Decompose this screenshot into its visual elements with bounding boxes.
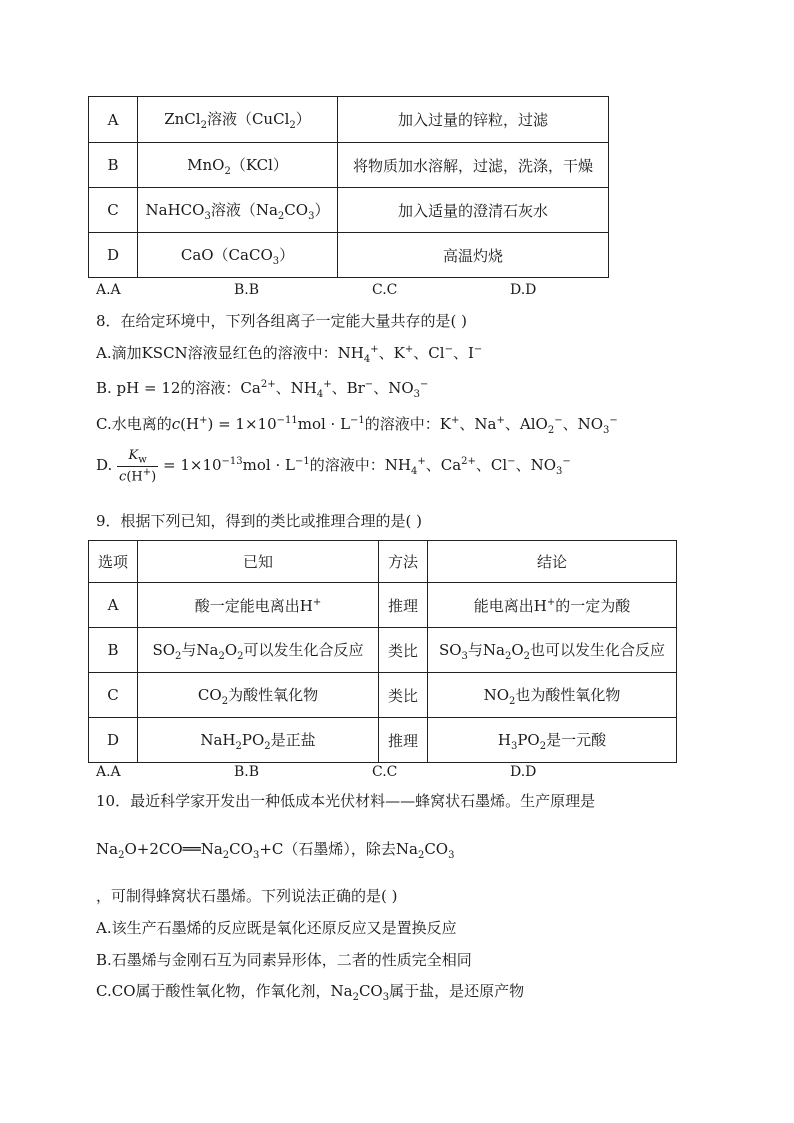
option-cell: A <box>89 583 138 628</box>
method-cell: 推理 <box>379 718 428 763</box>
table-row <box>89 233 609 278</box>
choice-b[interactable]: B.B <box>234 764 260 780</box>
method-cell: 高温灼烧 <box>338 233 609 278</box>
table-row <box>89 718 677 763</box>
choice-c[interactable]: C.C <box>372 764 398 780</box>
fraction-denominator: c(H+) <box>119 466 157 484</box>
method-cell: 将物质加水溶解，过滤，洗涤，干燥 <box>338 143 609 188</box>
option-cell: D <box>89 233 138 278</box>
table-row <box>89 143 609 188</box>
question8-option-d[interactable] <box>96 448 571 484</box>
option-cell: B <box>89 628 138 673</box>
choice-a[interactable]: A.A <box>96 282 121 298</box>
question10-continuation: ，可制得蜂窝状石墨烯。下列说法正确的是( ) <box>96 887 398 905</box>
method-cell: 类比 <box>379 628 428 673</box>
method-cell: 加入适量的澄清石灰水 <box>338 188 609 233</box>
substance-cell: MnO$_2$（KCl） <box>138 143 338 188</box>
option-cell: C <box>89 673 138 718</box>
kw-fraction <box>117 448 158 484</box>
question8-option-c[interactable]: C.水电离的$c(H^+) = 1\times 10^{-11}mol \cdot L^{-1}$的溶液中：K+、Na+、AlO$_2$−、$NO_3^-$ <box>96 415 618 436</box>
option-d-text: = $1\times 10^{-13}mol \cdot L^{-1}$的溶液中：$NH_4^+$、$Ca^{2+}$、Cl−、$NO_3^-$ <box>163 455 571 477</box>
question9-stem: 9．根据下列已知，得到的类比或推理合理的是( ) <box>96 512 423 530</box>
known-cell: $SO_2$与$Na_2O_2$可以发生化合反应 <box>138 628 379 673</box>
table-header-cell: 结论 <box>428 541 677 583</box>
substance-cell: CaO（CaCO$_3$） <box>138 233 338 278</box>
substance-cell: ZnCl$_2$溶液（CuCl$_2$） <box>138 97 338 143</box>
table-header-row <box>89 541 677 583</box>
option-cell: B <box>89 143 138 188</box>
table-header-cell: 已知 <box>138 541 379 583</box>
question10-stem: 10．最近科学家开发出一种低成本光伏材料——蜂窝状石墨烯。生产原理是 <box>96 792 596 810</box>
choice-a[interactable]: A.A <box>96 764 121 780</box>
method-cell: 推理 <box>379 583 428 628</box>
conclusion-cell: $H_3PO_2$是一元酸 <box>428 718 677 763</box>
method-cell: 加入过量的锌粒，过滤 <box>338 97 609 143</box>
conclusion-cell: $NO_2$也为酸性氧化物 <box>428 673 677 718</box>
conclusion-cell: $SO_3$与$Na_2O_2$也可以发生化合反应 <box>428 628 677 673</box>
known-cell: $CO_2$为酸性氧化物 <box>138 673 379 718</box>
option-d-label: D. <box>96 455 113 474</box>
option-cell: C <box>89 188 138 233</box>
question10-equation: $Na_2O+2CO══Na_2CO_3+C$（石墨烯），除去$Na_2CO_3$ <box>96 840 455 861</box>
table-row <box>89 97 609 143</box>
question10-option-c[interactable]: C.CO属于酸性氧化物，作氧化剂，$Na_2CO_3$属于盐，是还原产物 <box>96 982 525 1003</box>
choice-d[interactable]: D.D <box>510 764 537 780</box>
question8-option-a[interactable]: A.滴加KSCN溶液显红色的溶液中：$NH_4^+$、K+、Cl−、I− <box>96 344 483 365</box>
choice-b[interactable]: B.B <box>234 282 260 298</box>
table-header-cell: 选项 <box>89 541 138 583</box>
question10-option-a[interactable]: A.该生产石墨烯的反应既是氧化还原反应又是置换反应 <box>96 919 457 937</box>
known-cell: 酸一定能电离出H+ <box>138 583 379 628</box>
substance-cell: NaHCO$_3$溶液$(Na_2CO_3)$ <box>138 188 338 233</box>
question7-table <box>88 96 609 278</box>
table-row <box>89 628 677 673</box>
choice-c[interactable]: C.C <box>372 282 398 298</box>
option-cell: D <box>89 718 138 763</box>
table-row <box>89 673 677 718</box>
question8-option-b[interactable]: B. pH = 12的溶液：$Ca^{2+}$、$NH_4^+$、Br−、$NO_3^-$ <box>96 379 429 400</box>
question8-stem: 8．在给定环境中，下列各组离子一定能大量共存的是( ) <box>96 312 468 330</box>
option-cell: A <box>89 97 138 143</box>
table-row <box>89 583 677 628</box>
table-header-cell: 方法 <box>379 541 428 583</box>
known-cell: $NaH_2PO_2$是正盐 <box>138 718 379 763</box>
question10-option-b[interactable]: B.石墨烯与金刚石互为同素异形体，二者的性质完全相同 <box>96 951 472 969</box>
table-row <box>89 188 609 233</box>
fraction-numerator: $K_w$ <box>117 448 158 467</box>
method-cell: 类比 <box>379 673 428 718</box>
question9-table <box>88 540 677 763</box>
choice-d[interactable]: D.D <box>510 282 537 298</box>
conclusion-cell: 能电离出H+的一定为酸 <box>428 583 677 628</box>
